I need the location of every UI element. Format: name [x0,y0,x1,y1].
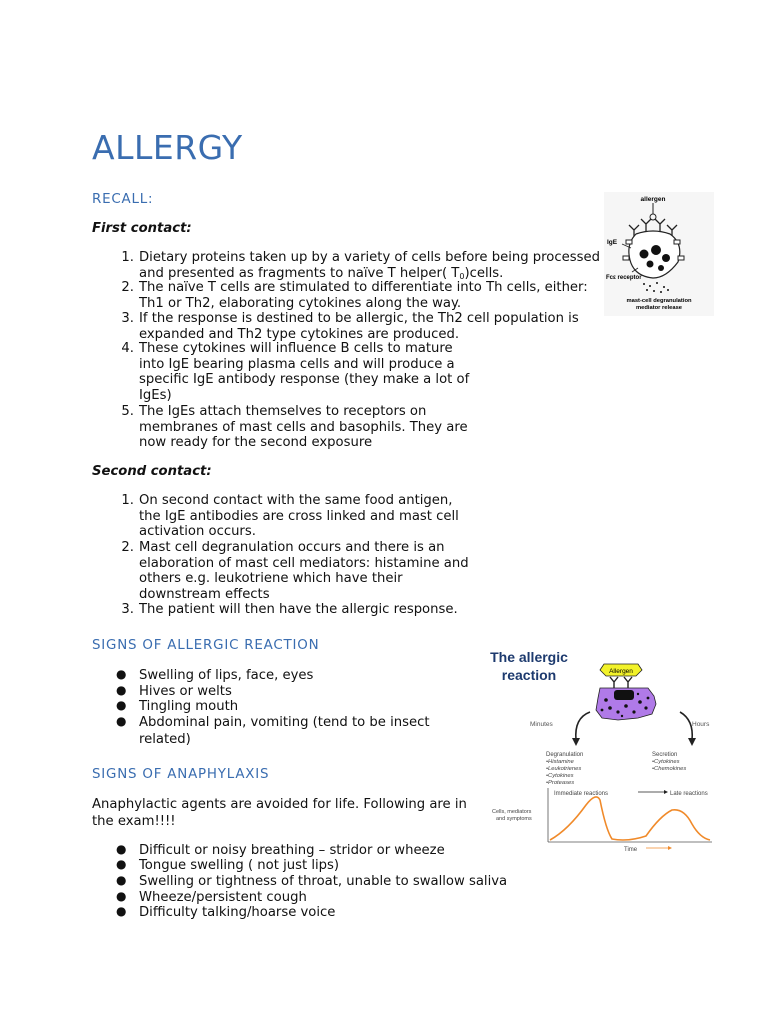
bullet-icon: ● [116,904,127,918]
x-label: Time [624,847,638,853]
fc-receptor-label: Fcε receptor [606,275,642,281]
mast-cell-figure [604,192,714,316]
signs-allergic-heading: SIGNS OF ALLERGIC REACTION [92,638,320,653]
list-item: ● Difficult or noisy breathing – stridor or wheeze [116,842,445,858]
list-item: ● Tingling mouth [116,698,239,714]
bullet-icon: ● [116,889,127,903]
y-label-line1: Cells, mediators [492,809,532,815]
list-item: 3. If the response is destined to be allergic, the Th2 cell population is expanded and Th2 type cytokines are produced. [121,311,579,342]
mediator-cytokines: •Cytokines [546,773,574,779]
list-item: ● Wheeze/persistent cough [116,889,307,905]
secretion-label: Secretion [652,752,678,758]
list-item: ● Swelling of lips, face, eyes [116,667,314,683]
allergen-label: Allergen [609,668,633,675]
bullet-icon: ● [116,667,127,681]
list-item: 2. The naïve T cells are stimulated to differentiate into Th cells, either: Th1 or Th2, elaborating cytokines along the way. [121,280,588,311]
secretion-cytokines: •Cytokines [652,759,680,765]
list-item: ● Hives or welts [116,683,232,699]
bullet-icon: ● [116,714,127,728]
allergen-label: allergen [640,196,666,203]
signs-anaphylaxis-heading: SIGNS OF ANAPHYLAXIS [92,767,270,782]
bullet-icon: ● [116,842,127,856]
bullet-icon: ● [116,857,127,871]
figure1-caption-line1: mast-cell degranulation [626,298,692,304]
minutes-label: Minutes [530,721,553,728]
list-item: 2. Mast cell degranulation occurs and there is an elaboration of mast cell mediators: histamine and others e.g. leukotriene which have their downstream effects [121,540,469,602]
hours-label: Hours [692,721,710,728]
list-item: ● Swelling or tightness of throat, unable to swallow saliva [116,873,508,889]
bullet-icon: ● [116,683,127,697]
first-contact-heading: First contact: [92,221,192,236]
figure2-title-line2: reaction [501,667,557,683]
list-item: 5. The IgEs attach themselves to receptors on membranes of mast cells and basophils. They are now ready for the second exposure [121,404,468,450]
list-item: ● Abdominal pain, vomiting (tend to be insect related) [116,714,430,747]
list-item: ● Tongue swelling ( not just lips) [116,857,340,873]
mediator-leukotrienes: •Leukotrienes [546,766,582,772]
mediator-histamine: •Histamine [546,759,574,765]
list-item: 3. The patient will then have the allergic response. [121,602,458,617]
list-item: 4. These cytokines will influence B cells to mature into IgE bearing plasma cells and will produce a specific IgE antibody response (they make a lot of IgEs) [121,341,470,403]
page-title: ALLERGY [92,128,243,167]
ige-label: IgE [607,239,618,246]
figure1-caption-line2: mediator release [635,305,683,311]
late-reactions-label: Late reactions [670,791,708,797]
secretion-chemokines: •Chemokines [652,766,687,772]
cell-nucleus [614,690,634,700]
anaphylaxis-intro: Anaphylactic agents are avoided for life. Following are in the exam!!!! [92,797,467,829]
y-label-line2: and symptoms [496,816,532,822]
mediator-proteases: •Proteases [546,780,575,786]
list-item: ● Difficulty talking/hoarse voice [116,904,336,920]
figure2-title-line1: The allergic [490,649,568,665]
bullet-icon: ● [116,698,127,712]
allergic-reaction-figure [478,640,746,856]
bullet-icon: ● [116,873,127,887]
list-item: 1. On second contact with the same food antigen, the IgE antibodies are cross linked and mast cell activation occurs. [121,493,459,539]
list-item: 1. Dietary proteins taken up by a variety of cells before being processed and presented as fragments to naïve T helper( T0)cells. [121,250,600,281]
second-contact-heading: Second contact: [92,464,212,479]
immediate-reactions-label: Immediate reactions [554,791,609,797]
recall-heading: RECALL: [92,192,154,207]
degranulation-label: Degranulation [546,752,584,758]
